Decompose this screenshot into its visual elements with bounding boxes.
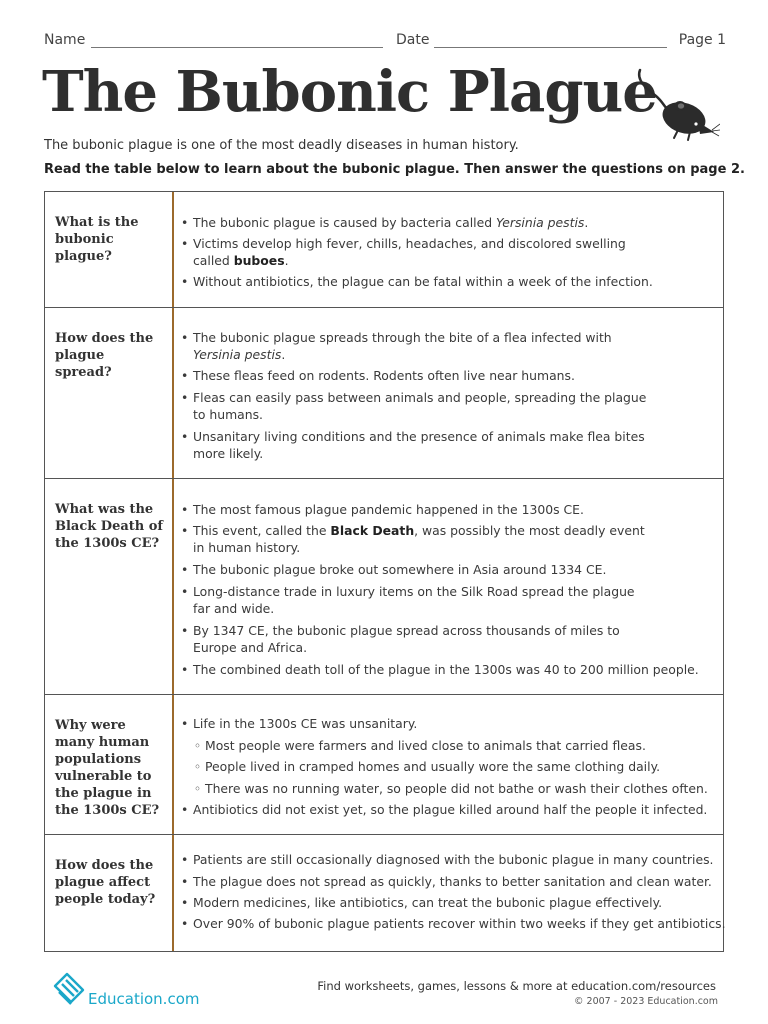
bullet-item: • The bubonic plague is caused by bacteria called Yersinia pestis. <box>181 215 589 230</box>
bullet-item: • The most famous plague pandemic happened in the 1300s CE. <box>181 502 584 517</box>
row-question: How does the plague affect people today? <box>55 858 156 907</box>
table-row <box>45 695 723 835</box>
row-question: How does the plague spread? <box>55 331 154 380</box>
table-row <box>45 479 723 695</box>
bullet-item: • The plague does not spread as quickly, thanks to better sanitation and clean water. <box>181 874 712 889</box>
table-row <box>45 835 726 952</box>
education-logo-icon <box>52 972 86 1008</box>
bullet-item: • Long-distance trade in luxury items on the Silk Road spread the plague far and wide. <box>181 584 635 616</box>
sub-bullet-item: ◦ People lived in cramped homes and usually wore the same clothing daily. <box>193 759 661 774</box>
row-question: Why were many human populations vulnerable to the plague in the 1300s CE? <box>55 718 160 818</box>
logo-text: Education.com <box>88 990 200 1008</box>
row-question: What was the Black Death of the 1300s CE? <box>55 502 164 551</box>
bullet-item: • These fleas feed on rodents. Rodents often live near humans. <box>181 368 575 383</box>
date-line[interactable] <box>434 47 667 48</box>
intro-text: The bubonic plague is one of the most deadly diseases in human history. <box>44 138 519 153</box>
bullet-item: • Without antibiotics, the plague can be fatal within a week of the infection. <box>181 274 653 289</box>
footer-links-text[interactable]: Find worksheets, games, lessons & more at education.com/resources <box>317 979 716 993</box>
date-label: Date <box>396 32 430 48</box>
page-title: The Bubonic Plague <box>42 59 657 125</box>
name-label: Name <box>44 32 86 48</box>
worksheet-header <box>44 32 726 52</box>
bullet-item: • By 1347 CE, the bubonic plague spread across thousands of miles to Europe and Africa. <box>181 623 620 655</box>
table-row <box>45 308 723 479</box>
table-row <box>45 192 723 308</box>
page-number: Page 1 <box>678 32 726 48</box>
bullet-item: • Victims develop high fever, chills, headaches, and discolored swelling called buboes. <box>181 236 626 268</box>
mouse-icon <box>634 66 720 142</box>
bullet-item: • Fleas can easily pass between animals and people, spreading the plague to humans. <box>181 390 647 422</box>
bullet-item: • Patients are still occasionally diagnosed with the bubonic plague in many countries. <box>181 852 714 867</box>
bullet-item: • This event, called the Black Death, was possibly the most deadly event in human history. <box>181 523 645 555</box>
copyright-text: © 2007 - 2023 Education.com <box>574 996 718 1007</box>
info-table <box>44 191 724 952</box>
name-line[interactable] <box>91 47 383 48</box>
bullet-item: • Modern medicines, like antibiotics, can treat the bubonic plague effectively. <box>181 895 663 910</box>
bullet-item: • Antibiotics did not exist yet, so the plague killed around half the people it infected. <box>181 802 708 817</box>
bullet-item: • The combined death toll of the plague in the 1300s was 40 to 200 million people. <box>181 662 699 677</box>
bullet-item: • Life in the 1300s CE was unsanitary. <box>181 716 418 731</box>
bullet-item: • The bubonic plague spreads through the bite of a flea infected with Yersinia pestis. <box>181 330 612 362</box>
bullet-item: • Over 90% of bubonic plague patients recover within two weeks if they get antibiotics. <box>181 916 726 931</box>
sub-bullet-item: ◦ Most people were farmers and lived close to animals that carried fleas. <box>193 738 646 753</box>
bullet-item: • Unsanitary living conditions and the presence of animals make flea bites more likely. <box>181 429 645 461</box>
instructions-text: Read the table below to learn about the bubonic plague. Then answer the questions on page 2. <box>44 162 745 177</box>
row-question: What is the bubonic plague? <box>55 215 139 264</box>
bullet-item: • The bubonic plague broke out somewhere in Asia around 1334 CE. <box>181 562 607 577</box>
education-logo[interactable] <box>52 972 222 1012</box>
sub-bullet-item: ◦ There was no running water, so people did not bathe or wash their clothes often. <box>193 781 708 796</box>
